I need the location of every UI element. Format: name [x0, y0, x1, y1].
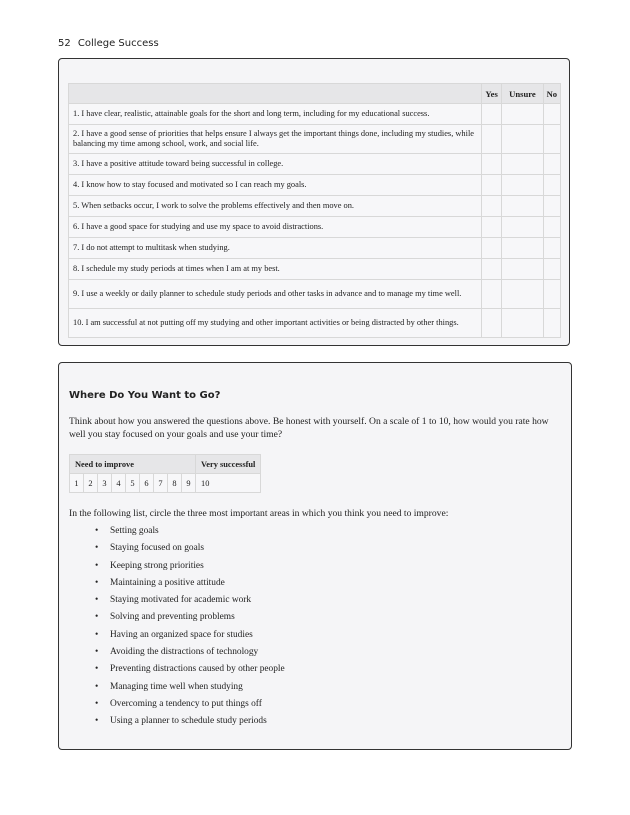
- unsure-cell[interactable]: [502, 238, 543, 259]
- bullet-icon: •: [95, 698, 99, 709]
- statement-cell: 6. I have a good space for studying and use my space to avoid distractions.: [69, 217, 482, 238]
- list-item[interactable]: [95, 523, 285, 540]
- column-header-statement: [69, 84, 482, 104]
- self-assessment-table: [68, 83, 561, 338]
- unsure-cell[interactable]: [502, 196, 543, 217]
- rating-scale-table: [69, 454, 261, 493]
- scale-number[interactable]: 6: [140, 474, 154, 493]
- table-row: [69, 259, 561, 280]
- table-row: [69, 238, 561, 259]
- list-item[interactable]: [95, 661, 285, 678]
- list-item-label: Keeping strong priorities: [110, 560, 204, 571]
- table-row: [69, 280, 561, 309]
- unsure-cell[interactable]: [502, 259, 543, 280]
- yes-cell[interactable]: [482, 280, 502, 309]
- no-cell[interactable]: [543, 280, 560, 309]
- table-row: [69, 175, 561, 196]
- no-cell[interactable]: [543, 238, 560, 259]
- table-row: [69, 154, 561, 175]
- bullet-icon: •: [95, 543, 99, 554]
- column-header-yes: Yes: [482, 84, 502, 104]
- no-cell[interactable]: [543, 309, 560, 338]
- bullet-icon: •: [95, 612, 99, 623]
- unsure-cell[interactable]: [502, 154, 543, 175]
- scale-number[interactable]: 3: [98, 474, 112, 493]
- list-item[interactable]: [95, 592, 285, 609]
- unsure-cell[interactable]: [502, 217, 543, 238]
- no-cell[interactable]: [543, 154, 560, 175]
- column-header-no: No: [543, 84, 560, 104]
- yes-cell[interactable]: [482, 196, 502, 217]
- scale-number[interactable]: 9: [182, 474, 196, 493]
- statement-cell: 9. I use a weekly or daily planner to schedule study periods and other tasks in advance and to manage my time well.: [69, 280, 482, 309]
- unsure-cell[interactable]: [502, 280, 543, 309]
- list-item-label: Having an organized space for studies: [110, 629, 253, 640]
- list-item-label: Solving and preventing problems: [110, 612, 235, 623]
- list-item[interactable]: [95, 644, 285, 661]
- no-cell[interactable]: [543, 259, 560, 280]
- statement-cell: 4. I know how to stay focused and motivated so I can reach my goals.: [69, 175, 482, 196]
- self-assessment-box: [58, 58, 570, 346]
- scale-number[interactable]: 5: [126, 474, 140, 493]
- scale-number[interactable]: 2: [84, 474, 98, 493]
- yes-cell[interactable]: [482, 259, 502, 280]
- table-row: [69, 125, 561, 154]
- no-cell[interactable]: [543, 217, 560, 238]
- list-item-label: Avoiding the distractions of technology: [110, 647, 259, 658]
- no-cell[interactable]: [543, 196, 560, 217]
- list-item[interactable]: [95, 679, 285, 696]
- list-item[interactable]: [95, 540, 285, 557]
- table-row: [69, 217, 561, 238]
- statement-cell: 7. I do not attempt to multitask when studying.: [69, 238, 482, 259]
- improvement-areas-list: [95, 523, 285, 731]
- scale-low-label: Need to improve: [70, 455, 196, 474]
- unsure-cell[interactable]: [502, 175, 543, 196]
- yes-cell[interactable]: [482, 125, 502, 154]
- no-cell[interactable]: [543, 175, 560, 196]
- no-cell[interactable]: [543, 104, 560, 125]
- intro-paragraph: Think about how you answered the questions above. Be honest with yourself. On a scale of 1 to 10, how would you rate how well you stay focused on your goals and use your time?: [69, 416, 549, 440]
- list-item-label: Staying motivated for academic work: [110, 595, 252, 606]
- section-title: Where Do You Want to Go?: [69, 390, 221, 401]
- scale-number[interactable]: 4: [112, 474, 126, 493]
- table-row: [69, 309, 561, 338]
- page-number: 52: [58, 38, 71, 49]
- list-item-label: Maintaining a positive attitude: [110, 577, 225, 588]
- list-item[interactable]: [95, 609, 285, 626]
- table-row: [69, 104, 561, 125]
- statement-cell: 2. I have a good sense of priorities that helps ensure I always get the important things done, including my studies, while balancing my time among school, work, and social life.: [69, 125, 482, 154]
- list-item[interactable]: [95, 558, 285, 575]
- yes-cell[interactable]: [482, 175, 502, 196]
- list-item-label: Overcoming a tendency to put things off: [110, 698, 262, 709]
- statement-cell: 8. I schedule my study periods at times when I am at my best.: [69, 259, 482, 280]
- scale-number[interactable]: 8: [168, 474, 182, 493]
- yes-cell[interactable]: [482, 104, 502, 125]
- table-row: [69, 196, 561, 217]
- scale-header-row: [70, 455, 261, 474]
- scale-number[interactable]: 1: [70, 474, 84, 493]
- yes-cell[interactable]: [482, 154, 502, 175]
- book-title: College Success: [77, 38, 159, 49]
- no-cell[interactable]: [543, 125, 560, 154]
- scale-number-row: [70, 474, 261, 493]
- unsure-cell[interactable]: [502, 104, 543, 125]
- bullet-icon: •: [95, 647, 99, 658]
- column-header-unsure: Unsure: [502, 84, 543, 104]
- bullet-icon: •: [95, 681, 99, 692]
- yes-cell[interactable]: [482, 217, 502, 238]
- bullet-icon: •: [95, 629, 99, 640]
- bullet-icon: •: [95, 560, 99, 571]
- scale-high-label: Very successful: [196, 455, 261, 474]
- unsure-cell[interactable]: [502, 309, 543, 338]
- bullet-icon: •: [95, 595, 99, 606]
- list-intro: In the following list, circle the three most important areas in which you think you need to improve:: [69, 508, 449, 519]
- bullet-icon: •: [95, 577, 99, 588]
- running-header: [58, 38, 159, 49]
- bullet-icon: •: [95, 716, 99, 727]
- where-do-you-want-to-go-box: [58, 362, 572, 750]
- bullet-icon: •: [95, 664, 99, 675]
- list-item-label: Staying focused on goals: [110, 543, 204, 554]
- list-item-label: Using a planner to schedule study periods: [110, 716, 267, 727]
- unsure-cell[interactable]: [502, 125, 543, 154]
- yes-cell[interactable]: [482, 309, 502, 338]
- list-item[interactable]: [95, 696, 285, 713]
- list-item[interactable]: [95, 627, 285, 644]
- yes-cell[interactable]: [482, 238, 502, 259]
- bullet-icon: •: [95, 526, 99, 536]
- list-item[interactable]: [95, 713, 285, 730]
- statement-cell: 3. I have a positive attitude toward being successful in college.: [69, 154, 482, 175]
- list-item[interactable]: [95, 575, 285, 592]
- list-item-label: Setting goals: [110, 526, 159, 536]
- statement-cell: 10. I am successful at not putting off my studying and other important activities or being distracted by other things.: [69, 309, 482, 338]
- list-item-label: Preventing distractions caused by other people: [110, 664, 285, 675]
- statement-cell: 1. I have clear, realistic, attainable goals for the short and long term, including for my educational success.: [69, 104, 482, 125]
- statement-cell: 5. When setbacks occur, I work to solve the problems effectively and then move on.: [69, 196, 482, 217]
- list-item-label: Managing time well when studying: [110, 681, 243, 692]
- table-header-row: [69, 84, 561, 104]
- scale-number[interactable]: 10: [196, 474, 261, 493]
- scale-number[interactable]: 7: [154, 474, 168, 493]
